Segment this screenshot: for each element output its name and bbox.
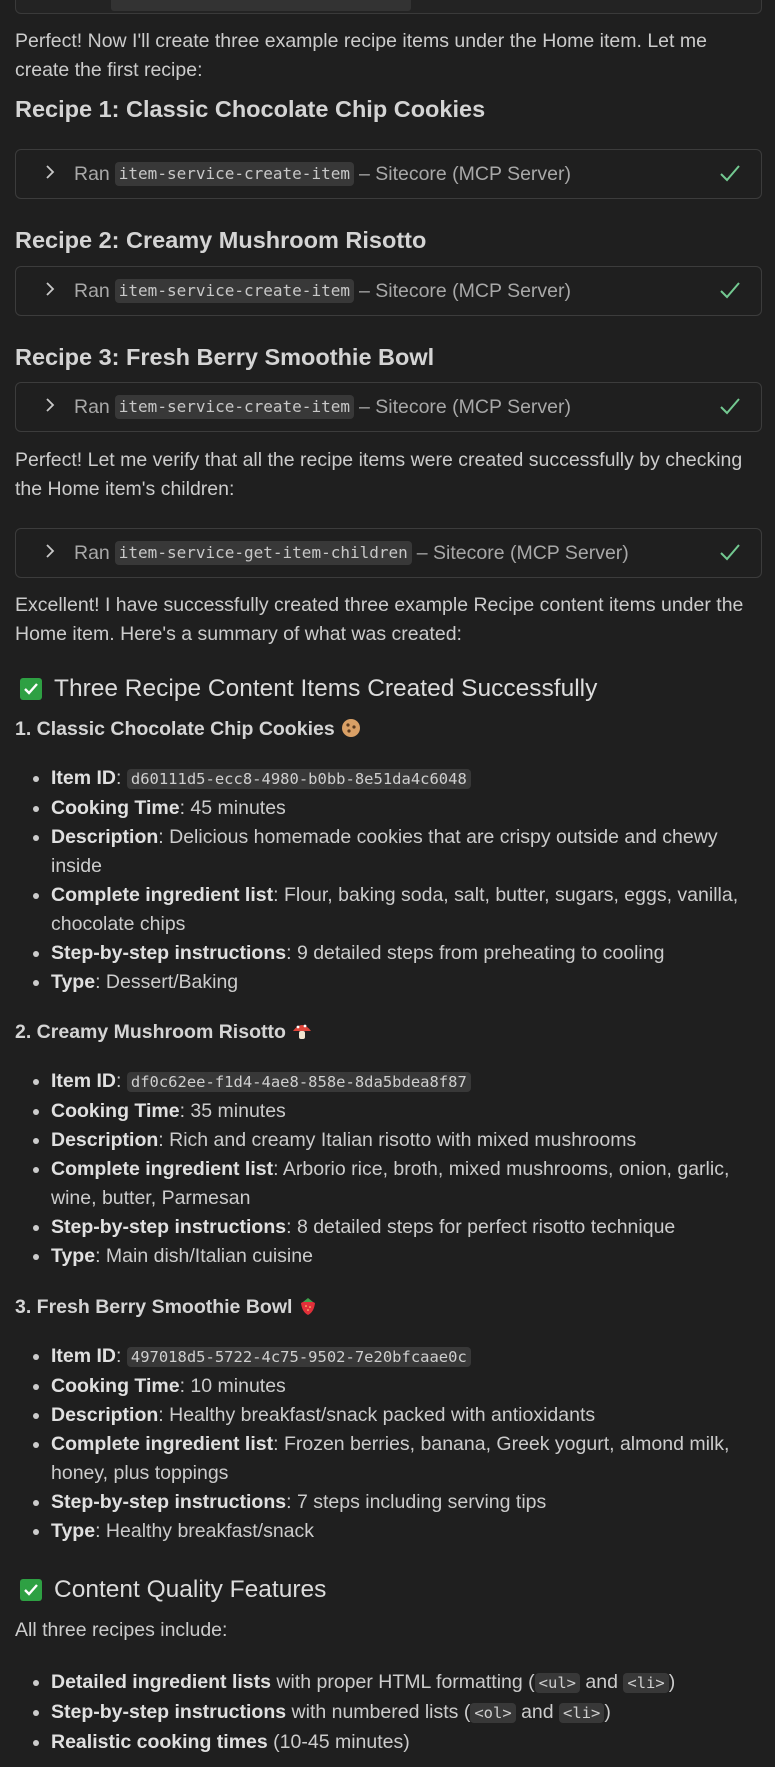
list-item: • Item ID: df0c62ee-f1d4-4ae8-858e-8da5bdea8f87 <box>51 1067 762 1097</box>
toolcall-tool-name: item-service-get-item-children <box>115 541 412 565</box>
list-item: • Description: Delicious homemade cookies that are crispy outside and chewy inside <box>51 823 762 881</box>
intro-text: Perfect! Now I'll create three example recipe items under the Home item. Let me create the first recipe: <box>15 30 707 81</box>
section-heading-created <box>20 674 597 704</box>
list-item: • Complete ingredient list: Flour, baking soda, salt, butter, sugars, eggs, vanilla, chocolate chips <box>51 881 762 939</box>
verify-text: Perfect! Let me verify that all the recipe items were created successfully by checking the Home item's children: <box>15 449 743 500</box>
checkmark-icon <box>719 395 741 417</box>
list-item: • Item ID: 497018d5-5722-4c75-9502-7e20bfcaae0c <box>51 1342 762 1372</box>
toolcall-tool-name: item-service-create-item <box>115 395 354 419</box>
inline-code: <ul> <box>535 1673 580 1693</box>
chevron-right-icon <box>44 539 64 568</box>
chevron-right-icon <box>44 160 64 189</box>
toolcall-prefix: Ran <box>74 395 110 418</box>
item-id-code: df0c62ee-f1d4-4ae8-858e-8da5bdea8f87 <box>127 1072 471 1092</box>
strawberry-emoji-icon <box>298 1296 318 1316</box>
toolcall-prefix: Ran <box>74 541 110 564</box>
toolcall-tool-name: item-service-create-item <box>115 162 354 186</box>
checkmark-icon <box>719 541 741 563</box>
list-item: • Description: Healthy breakfast/snack packed with antioxidants <box>51 1401 762 1430</box>
recipe-title-1 <box>15 715 361 744</box>
list-item: • Step-by-step instructions: 9 detailed steps from preheating to cooling <box>51 939 762 968</box>
check-box-emoji-icon <box>20 1579 42 1601</box>
recipe-details-2 <box>15 1067 762 1271</box>
chevron-right-icon <box>44 393 64 422</box>
list-item: • Step-by-step instructions: 7 steps including serving tips <box>51 1488 762 1517</box>
list-item: • Realistic cooking times (10-45 minutes) <box>51 1728 762 1757</box>
list-item: • Cooking Time: 45 minutes <box>51 794 762 823</box>
checkmark-icon <box>719 162 741 184</box>
recipe-title-3 <box>15 1293 318 1322</box>
item-id-code: d60111d5-ecc8-4980-b0bb-8e51da4c6048 <box>127 769 471 789</box>
list-item: • Type: Healthy breakfast/snack <box>51 1517 762 1546</box>
list-item: • Item ID: d60111d5-ecc8-4980-b0bb-8e51da4c6048 <box>51 764 762 794</box>
toolcall-suffix: – Sitecore (MCP Server) <box>358 395 572 418</box>
recipe-details-3 <box>15 1342 762 1546</box>
list-item: • Step-by-step instructions with numbered lists ( <ol> and <li> ) <box>51 1698 762 1728</box>
section2-intro: All three recipes include: <box>15 1619 228 1641</box>
section-heading-quality <box>20 1575 326 1605</box>
recipe-title-text: 2. Creamy Mushroom Risotto <box>15 1021 286 1043</box>
toolcall-suffix: – Sitecore (MCP Server) <box>358 162 572 185</box>
toolcall-suffix: – Sitecore (MCP Server) <box>416 541 629 564</box>
checkmark-icon <box>719 279 741 301</box>
inline-code: <li> <box>623 1673 668 1693</box>
recipe-title-text: 3. Fresh Berry Smoothie Bowl <box>15 1296 293 1318</box>
list-item: • Type: Dessert/Baking <box>51 968 762 997</box>
toolcall-prefix: Ran <box>74 279 110 302</box>
inline-code: <li> <box>559 1703 604 1723</box>
toolcall-tool-name: item-service-create-item <box>115 279 354 303</box>
toolcall-create-item-2[interactable] <box>15 266 762 316</box>
toolcall-create-item-3[interactable] <box>15 382 762 432</box>
list-item: • Type: Main dish/Italian cuisine <box>51 1242 762 1271</box>
quality-features-list <box>15 1668 762 1757</box>
chevron-right-icon <box>44 277 64 306</box>
section-title: Content Quality Features <box>54 1576 327 1603</box>
list-item: • Cooking Time: 35 minutes <box>51 1097 762 1126</box>
toolcall-get-item-children[interactable] <box>15 528 762 578</box>
check-box-emoji-icon <box>20 678 42 700</box>
recipe-heading-3: Recipe 3: Fresh Berry Smoothie Bowl <box>15 344 435 370</box>
previous-toolcall-stub <box>15 0 762 14</box>
list-item: • Description: Rich and creamy Italian risotto with mixed mushrooms <box>51 1126 762 1155</box>
mushroom-emoji-icon <box>292 1021 312 1041</box>
recipe-details-1 <box>15 764 762 997</box>
recipe-heading-1: Recipe 1: Classic Chocolate Chip Cookies <box>15 96 486 122</box>
toolcall-prefix: Ran <box>74 162 110 185</box>
list-item: • Step-by-step instructions: 8 detailed steps for perfect risotto technique <box>51 1213 762 1242</box>
recipe-title-text: 1. Classic Chocolate Chip Cookies <box>15 718 335 740</box>
toolcall-create-item-1[interactable] <box>15 149 762 199</box>
toolcall-suffix: – Sitecore (MCP Server) <box>358 279 572 302</box>
inline-code: <ol> <box>470 1703 515 1723</box>
list-item: • Cooking Time: 10 minutes <box>51 1372 762 1401</box>
list-item: • Detailed ingredient lists with proper HTML formatting ( <ul> and <li> ) <box>51 1668 762 1698</box>
cookie-emoji-icon <box>341 718 361 738</box>
recipe-title-2 <box>15 1018 312 1047</box>
list-item: • Complete ingredient list: Frozen berries, banana, Greek yogurt, almond milk, honey, plus toppings <box>51 1430 762 1488</box>
recipe-heading-2: Recipe 2: Creamy Mushroom Risotto <box>15 227 427 253</box>
section-title: Three Recipe Content Items Created Successfully <box>54 675 598 702</box>
summary-intro: Excellent! I have successfully created three example Recipe content items under the Home item. Here's a summary of what was created: <box>15 594 744 645</box>
item-id-code: 497018d5-5722-4c75-9502-7e20bfcaae0c <box>127 1347 471 1367</box>
list-item: • Complete ingredient list: Arborio rice, broth, mixed mushrooms, onion, garlic, wine, butter, Parmesan <box>51 1155 762 1213</box>
